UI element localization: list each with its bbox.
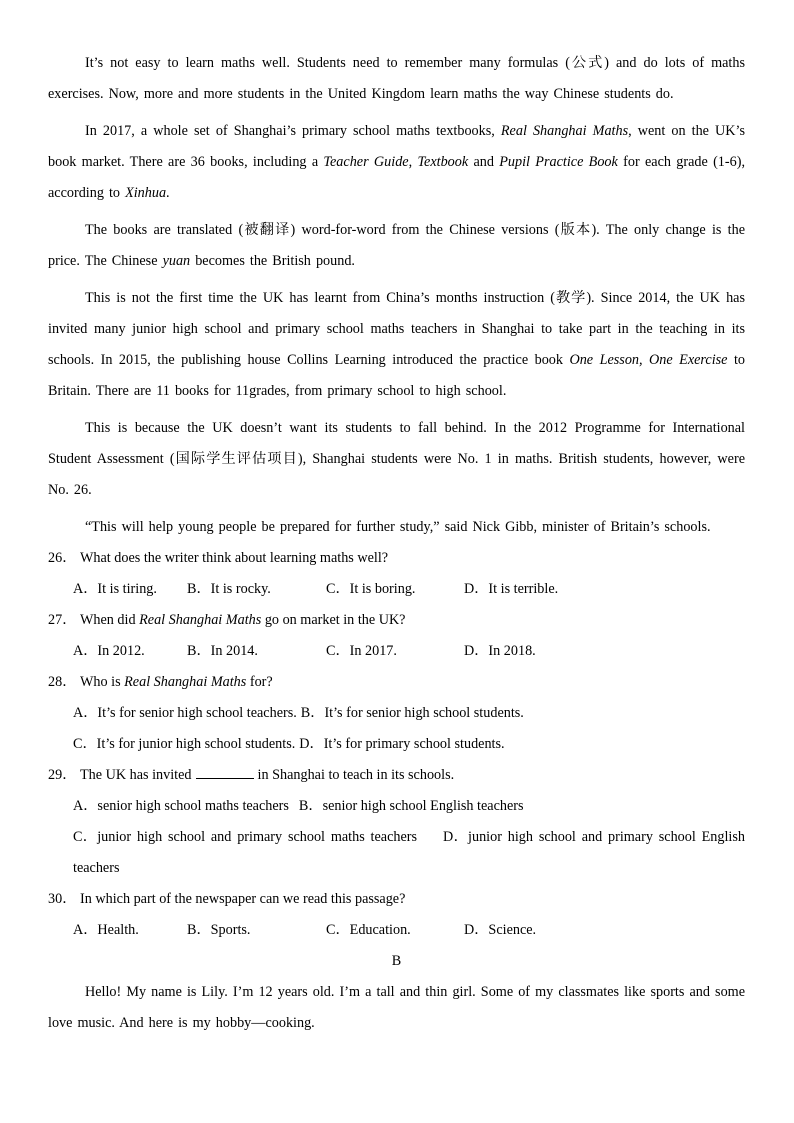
question-26-option-c[interactable]: C．It is boring. <box>326 581 416 597</box>
question-30-option-d[interactable]: D．Science. <box>464 922 537 938</box>
question-26-option-b[interactable]: B．It is rocky. <box>187 581 271 597</box>
question-27-option-c[interactable]: C．In 2017. <box>326 643 397 659</box>
question-28-option-d[interactable]: D．It’s for primary school students. <box>299 736 505 752</box>
passage-a-paragraph-3: The books are translated (被翻译) word-for-word from the Chinese versions (版本). The only change is the price. The Chinese yuan becomes the British pound. <box>48 222 745 269</box>
question-27-option-d[interactable]: D．In 2018. <box>464 643 536 659</box>
question-29-options-row-1 <box>48 791 745 822</box>
question-27-stem: 27． When did Real Shanghai Maths go on market in the UK? <box>48 612 406 628</box>
document-page <box>48 48 745 1045</box>
question-27-options <box>48 636 745 667</box>
passage-a-paragraph-1: It’s not easy to learn maths well. Students need to remember many formulas (公式) and do lots of maths exercises. Now, more and more students in the United Kingdom learn maths the way Chinese students do. <box>48 55 745 102</box>
question-28-options-row-1 <box>48 698 745 729</box>
passage-a-paragraph-6: “This will help young people be prepared for further study,” said Nick Gibb, minister of Britain’s schools. <box>85 519 711 535</box>
question-28-option-a[interactable]: A．It’s for senior high school teachers. <box>73 705 297 721</box>
answer-blank[interactable] <box>196 766 254 779</box>
passage-a-paragraph-2: In 2017, a whole set of Shanghai’s primary school maths textbooks, Real Shanghai Maths, went on the UK’s book market. There are 36 books, including a Teacher Guide, Textbook and Pupil Practice Book for each grade (1-6), according to Xinhua. <box>48 123 745 201</box>
question-29-option-d[interactable]: D．junior high school and primary school English teachers <box>73 829 745 876</box>
question-28-option-b[interactable]: B．It’s for senior high school students. <box>300 705 524 721</box>
question-29-option-c[interactable]: C．junior high school and primary school maths teachers <box>73 829 418 845</box>
question-29-options-row-2 <box>48 822 745 884</box>
passage-a-paragraph-5: This is because the UK doesn’t want its students to fall behind. In the 2012 Programme for International Student Assessment (国际学生评估项目), Shanghai students were No. 1 in maths. British students, however, were No. 26. <box>48 420 745 498</box>
question-26-options <box>48 574 745 605</box>
question-28-option-c[interactable]: C．It’s for junior high school students. <box>73 736 296 752</box>
passage-a-paragraph-4: This is not the first time the UK has learnt from China’s months instruction (教学). Since 2014, the UK has invited many junior high school and primary school maths teachers in Shanghai to take part in the teaching in its schools. In 2015, the publishing house Collins Learning introduced the practice book One Lesson, One Exercise to Britain. There are 11 books for 11grades, from primary school to high school. <box>48 290 745 399</box>
question-30-option-c[interactable]: C．Education. <box>326 922 411 938</box>
section-b-heading: B <box>391 953 402 969</box>
question-29-option-b[interactable]: B．senior high school English teachers <box>298 798 524 814</box>
passage-b-paragraph-1: Hello! My name is Lily. I’m 12 years old. I’m a tall and thin girl. Some of my classmates like sports and some love music. And here is my hobby—cooking. <box>48 984 745 1031</box>
question-30-stem: 30． In which part of the newspaper can we read this passage? <box>48 891 406 907</box>
question-27-option-a[interactable]: A．In 2012. <box>73 643 145 659</box>
question-30-option-b[interactable]: B．Sports. <box>187 922 251 938</box>
question-29-stem: 29． The UK has invited in Shanghai to teach in its schools. <box>48 767 455 783</box>
question-26-stem: 26． What does the writer think about learning maths well? <box>48 550 389 566</box>
question-30-options <box>48 915 745 946</box>
question-28-stem: 28． Who is Real Shanghai Maths for? <box>48 674 273 690</box>
question-29-option-a[interactable]: A．senior high school maths teachers <box>73 798 289 814</box>
question-26-option-d[interactable]: D．It is terrible. <box>464 581 559 597</box>
question-30-option-a[interactable]: A．Health. <box>73 922 139 938</box>
question-26-option-a[interactable]: A．It is tiring. <box>73 581 157 597</box>
question-27-option-b[interactable]: B．In 2014. <box>187 643 258 659</box>
question-28-options-row-2 <box>48 729 745 760</box>
